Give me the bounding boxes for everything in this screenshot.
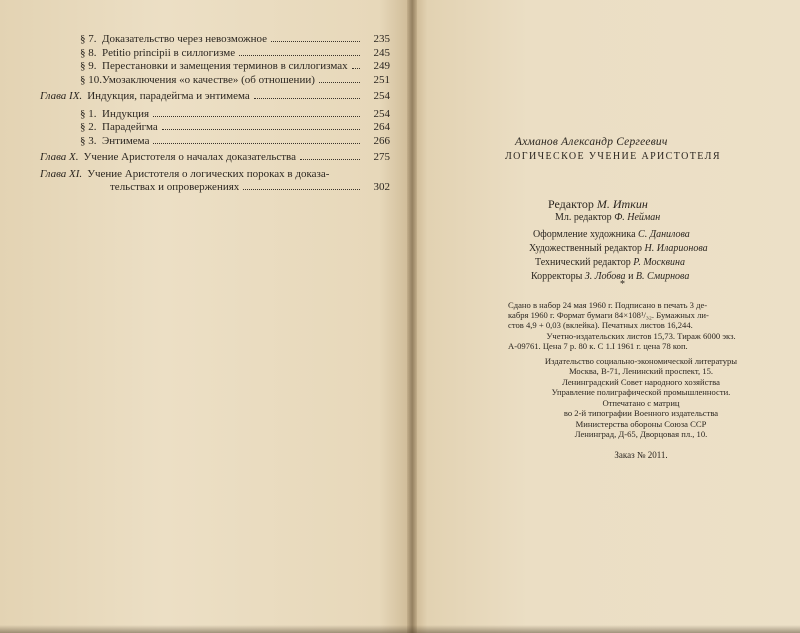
toc-page-number: 302 xyxy=(373,181,390,193)
credit-name: М. Иткин xyxy=(596,197,648,211)
toc-section-number: § 1. xyxy=(80,107,97,120)
credit-name: З. Лобова xyxy=(584,271,626,282)
credit-editor xyxy=(548,197,648,212)
book-title: ЛОГИЧЕСКОЕ УЧЕНИЕ АРИСТОТЕЛЯ xyxy=(505,151,721,162)
table-of-contents xyxy=(40,33,390,195)
toc-page-number: 275 xyxy=(373,151,390,163)
toc-chapter-number: Глава IX. xyxy=(40,90,83,102)
credit-label: Корректоры xyxy=(531,271,583,282)
toc-section-number: § 3. xyxy=(80,134,97,147)
toc-section-number: § 7. xyxy=(80,33,97,45)
credit-junior-editor xyxy=(555,212,660,223)
toc-page-number: 264 xyxy=(373,121,390,133)
order-number: Заказ № 2011. xyxy=(614,450,668,460)
publisher-line: Ленинградский Совет народного хозяйства xyxy=(562,376,720,387)
toc-leader-dots xyxy=(153,116,360,117)
toc-entry-title: Учение Аристотеля о логических пороках в доказа- xyxy=(87,167,330,180)
toc-entry-title: Парадейгма xyxy=(102,121,158,133)
credit-name: Н. Иларионова xyxy=(644,243,708,254)
toc-leader-dots xyxy=(319,82,360,83)
credit-name: Р. Москвина xyxy=(633,257,685,268)
printed-from-line: Ленинград, Д-65, Дворцовая пл., 10. xyxy=(574,429,708,440)
toc-entry-title: Учение Аристотеля о началах доказательства xyxy=(83,151,296,163)
separator-star: * xyxy=(620,279,625,290)
toc-entry-title: Энтимема xyxy=(102,134,150,147)
toc-page-number: 254 xyxy=(373,90,390,102)
toc-entry-continuation xyxy=(40,181,390,195)
toc-leader-dots xyxy=(300,159,360,160)
toc-section-number: § 2. xyxy=(80,121,97,133)
toc-leader-dots xyxy=(254,98,360,99)
toc-leader-dots xyxy=(153,143,360,144)
toc-section-entry xyxy=(40,121,390,135)
print-info-line: стов 4,9 + 0,03 (вклейка). Печатных листов 16,244. xyxy=(508,320,693,331)
credit-label: Художественный редактор xyxy=(529,243,642,254)
toc-leader-dots xyxy=(352,68,360,69)
toc-page-number: 266 xyxy=(373,134,390,147)
toc-chapter-entry xyxy=(40,90,390,104)
credit-label: Оформление художника xyxy=(533,229,636,240)
toc-chapter-entry xyxy=(40,151,390,165)
toc-section-entry xyxy=(40,135,390,149)
credit-art-editor xyxy=(529,243,708,254)
publisher-block xyxy=(512,356,770,398)
toc-entry-title: Доказательство через невозможное xyxy=(102,33,268,45)
toc-section-number: § 10. xyxy=(80,73,102,86)
toc-entry-title: Индукция, парадейгма и энтимема xyxy=(87,90,250,102)
toc-entry-title: Индукция xyxy=(102,107,150,120)
print-info-line: кабря 1960 г. Формат бумаги 84×108¹/₃₂. Бумажных ли- xyxy=(508,310,709,321)
credit-label: Технический редактор xyxy=(535,257,631,268)
toc-section-entry xyxy=(40,108,390,122)
publisher-line: Издательство социально-экономической литературы xyxy=(544,356,738,366)
toc-entry-title: Перестановки и замещения терминов в силлогизмах xyxy=(102,60,348,72)
credit-proofreaders xyxy=(531,271,689,282)
printed-from-line: Министерства обороны Союза ССР xyxy=(575,418,707,429)
toc-chapter-number: Глава XI. xyxy=(40,167,83,180)
toc-section-entry xyxy=(40,33,390,47)
credit-label: Редактор xyxy=(548,197,594,211)
toc-section-entry xyxy=(40,60,390,74)
toc-page-number: 249 xyxy=(373,60,390,72)
publisher-line: Управление полиграфической промышленности. xyxy=(551,387,731,398)
page-bottom-edge xyxy=(0,625,800,633)
credit-name: С. Данилова xyxy=(638,229,690,240)
toc-page-number: 251 xyxy=(373,73,390,86)
print-info-line: Учетно-издательских листов 15,73. Тираж 6000 экз. xyxy=(546,330,736,341)
credit-design xyxy=(533,229,690,240)
toc-chapter-entry xyxy=(40,168,390,182)
toc-page-number: 235 xyxy=(373,33,390,45)
toc-page-number: 254 xyxy=(373,107,390,120)
print-info-line: А-09761. Цена 7 р. 80 к. С 1.I 1961 г. цена 78 коп. xyxy=(508,340,688,351)
toc-section-entry xyxy=(40,47,390,61)
toc-leader-dots xyxy=(239,55,360,56)
credit-tech-editor xyxy=(535,257,685,268)
book-gutter xyxy=(407,0,417,633)
printed-from-line: Отпечатано с матриц xyxy=(602,398,680,408)
printed-from-block xyxy=(515,398,767,440)
author-name: Ахманов Александр Сергеевич xyxy=(515,136,668,148)
print-info xyxy=(508,300,774,351)
toc-section-number: § 8. xyxy=(80,46,97,59)
toc-section-entry xyxy=(40,74,390,88)
toc-leader-dots xyxy=(271,41,360,42)
credit-label: Мл. редактор xyxy=(555,212,612,223)
toc-entry-title: Petitio principii в силлогизме xyxy=(102,46,236,59)
printed-from-line: во 2-й типографии Военного издательства xyxy=(563,408,719,419)
toc-leader-dots xyxy=(243,189,360,190)
print-info-line: Сдано в набор 24 мая 1960 г. Подписано в печать 3 де- xyxy=(508,300,708,310)
toc-entry-title: тельствах и опровержениях xyxy=(110,181,240,193)
toc-leader-dots xyxy=(162,129,360,130)
toc-entry-title: Умозаключения «о качестве» (об отношении) xyxy=(102,73,315,86)
toc-section-number: § 9. xyxy=(80,60,97,72)
credit-name: В. Смирнова xyxy=(635,271,690,282)
publisher-line: Москва, В-71, Ленинский проспект, 15. xyxy=(568,366,714,377)
toc-chapter-number: Глава X. xyxy=(40,151,79,163)
credit-conjunction: и xyxy=(628,271,634,282)
credit-name: Ф. Нейман xyxy=(614,212,661,223)
toc-page-number: 245 xyxy=(373,46,390,59)
